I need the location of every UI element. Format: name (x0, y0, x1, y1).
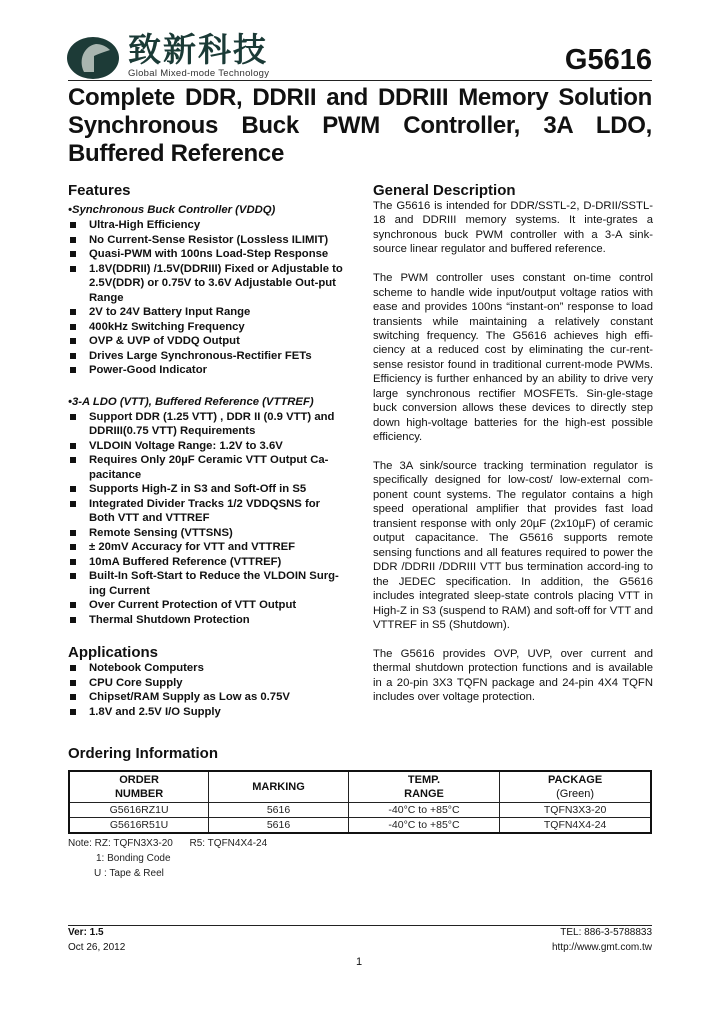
column-header-line: ORDER (119, 774, 159, 786)
list-item-text: Thermal Shutdown Protection (89, 613, 250, 626)
list-item-text: ± 20mV Accuracy for VTT and VTTREF (89, 541, 296, 553)
list-item (68, 262, 348, 306)
website-link[interactable]: http://www.gmt.com.tw (551, 942, 652, 953)
square-bullet-icon (70, 530, 76, 536)
column-header-line: MARKING (252, 781, 305, 793)
square-bullet-icon (70, 665, 76, 671)
list-item (68, 555, 348, 570)
list-item (68, 526, 348, 541)
list-item (68, 218, 348, 233)
page-number: 1 (356, 956, 363, 968)
list-item-text: Chipset/RAM Supply as Low as 0.75V (89, 691, 290, 703)
square-bullet-icon (70, 222, 76, 228)
list-item-text: Support DDR (1.25 VTT) , DDR II (0.9 VTT) and DDRIII(0.75 VTT) Requirements (89, 410, 335, 437)
table-cell: -40°C to +85°C (348, 803, 499, 818)
list-item (68, 661, 348, 676)
feature-list (68, 218, 348, 378)
table-cell: 5616 (209, 818, 349, 834)
list-item-text: 1.8V and 2.5V I/O Supply (89, 705, 221, 718)
date: Oct 26, 2012 (68, 942, 126, 953)
square-bullet-icon (70, 617, 76, 623)
list-item (68, 690, 348, 705)
column-header-line: RANGE (404, 788, 444, 800)
note-line: U : Tape & Reel (94, 868, 164, 879)
description-paragraph: The G5616 is intended for DDR/SSTL-2, D-DRII/SSTL-18 and DDRIII memory systems. It inte-grates a synchronous buck PWM controller with a 3-A sink-source linear regulator and buffered reference. (373, 200, 653, 256)
title-line: Complete DDR, DDRII and DDRIII Memory Solution (68, 84, 652, 111)
square-bullet-icon (70, 443, 76, 449)
square-bullet-icon (70, 486, 76, 492)
list-item (68, 349, 348, 364)
description-heading: General Description (373, 182, 516, 199)
column-header-line: NUMBER (114, 788, 164, 800)
list-item-text: Integrated Divider Tracks 1/2 VDDQSNS for Both VTT and VTTREF (89, 497, 321, 524)
list-item-text: 400kHz Switching Frequency (89, 320, 245, 333)
square-bullet-icon (70, 602, 76, 608)
list-item (68, 705, 348, 720)
square-bullet-icon (70, 353, 76, 359)
list-item-text: VLDOIN Voltage Range: 1.2V to 3.6V (89, 439, 283, 452)
square-bullet-icon (70, 266, 76, 272)
square-bullet-icon (70, 338, 76, 344)
list-item (68, 540, 348, 555)
column-header (69, 771, 209, 803)
square-bullet-icon (70, 559, 76, 565)
list-item (68, 453, 348, 482)
table-cell: G5616R51U (69, 818, 209, 834)
title-line: Buffered Reference (68, 140, 285, 167)
square-bullet-icon (70, 709, 76, 715)
applications-heading: Applications (68, 644, 159, 661)
list-item (68, 305, 348, 320)
list-item (68, 497, 348, 526)
list-item-text: Drives Large Synchronous-Rectifier FETs (89, 349, 312, 362)
square-bullet-icon (70, 680, 76, 686)
list-item (68, 676, 348, 691)
table-cell: TQFN4X4-24 (500, 818, 651, 834)
part-number: G5616 (564, 44, 652, 76)
feature-group-title: •3-A LDO (VTT), Buffered Reference (VTTREF) (68, 395, 314, 408)
list-item-text: Power-Good Indicator (89, 364, 207, 376)
table-cell: TQFN3X3-20 (500, 803, 651, 818)
square-bullet-icon (70, 324, 76, 330)
table-header-row (69, 771, 651, 803)
list-item (68, 320, 348, 335)
version: Ver: 1.5 (68, 927, 104, 938)
table-cell: -40°C to +85°C (348, 818, 499, 834)
note-line: 1: Bonding Code (96, 853, 171, 864)
list-item-text: Built-In Soft-Start to Reduce the VLDOIN Surg-ing Current (89, 570, 339, 597)
list-item-text: Quasi-PWM with 100ns Load-Step Response (89, 248, 329, 260)
square-bullet-icon (70, 457, 76, 463)
square-bullet-icon (70, 544, 76, 550)
telephone: TEL: 886-3-5788833 (560, 927, 652, 938)
ordering-table (68, 770, 652, 834)
description-paragraph: The G5616 provides OVP, UVP, over current and thermal shutdown protection functions and is available in a 20-pin 3X3 TQFN package and 24-pin 4X4 TQFN includes over voltage protection. (373, 647, 653, 704)
list-item-text: Requires Only 20µF Ceramic VTT Output Ca-pacitance (89, 454, 329, 481)
general-description-section (373, 182, 653, 719)
list-item (68, 334, 348, 349)
list-item-text: Over Current Protection of VTT Output (89, 599, 297, 611)
list-item-text: OVP & UVP of VDDQ Output (89, 335, 240, 347)
features-heading: Features (68, 182, 131, 199)
list-item-text: 1.8V(DDRII) /1.5V(DDRIII) Fixed or Adjustable to 2.5V(DDR) or 0.75V to 3.6V Adjustable Out-put Range (89, 262, 343, 304)
description-paragraph: The PWM controller uses constant on-time control scheme to handle wide input/output voltage ratios with ease and provides 100ns “instant-on” response to load transients while maintaining a relatively constant switching frequency. The G5616 achieves high effi-ciency at a reduced cost by eliminating the cur-rent-sense resistor found in traditional current-mode PWMs. Efficiency is further enhanced by an ability to drive very large synchronous rectifier MOSFETs. Sin-gle-stage buck conversion allows these devices to directly step down high-voltage batteries for the high-est possible efficiency. (373, 272, 653, 444)
table-row (69, 803, 651, 818)
feature-group-title: •Synchronous Buck Controller (VDDQ) (68, 204, 276, 216)
table-row (69, 818, 651, 834)
company-logo (66, 26, 326, 82)
list-item (68, 569, 348, 598)
features-section (68, 182, 348, 719)
square-bullet-icon (70, 367, 76, 373)
column-header (348, 771, 499, 803)
logo-english-name: Global Mixed-mode Technology (128, 68, 270, 79)
applications-list (68, 661, 348, 719)
ordering-notes (68, 836, 267, 881)
ordering-heading: Ordering Information (68, 745, 218, 762)
list-item-text: No Current-Sense Resistor (Lossless ILIMIT) (89, 233, 329, 246)
square-bullet-icon (70, 414, 76, 420)
table-cell: 5616 (209, 803, 349, 818)
list-item (68, 247, 348, 262)
document-title (68, 84, 658, 168)
description-paragraph: The 3A sink/source tracking termination regulator is specifically designed for low-cost/ low-external com-ponent count systems. The regulator contains a high speed operational amplifier that provides fast load transient response with only 20µF (2x10µF) of ceramic output capacitance. The G5616 supports remote sensing functions and all features required to power the DDR /DDRII /DDRIII VTT bus termination accord-ing to the JEDEC specification. In addition, the G5616 includes integrated sleep-state controls placing VTT in High-Z in S3 (suspend to RAM) and soft-off for VTT and VTTREF in S5 (Shutdown). (373, 460, 653, 632)
list-item-text: 10mA Buffered Reference (VTTREF) (89, 555, 282, 568)
column-header-line: PACKAGE (547, 774, 603, 786)
title-line: Synchronous Buck PWM Controller, 3A LDO, (68, 112, 652, 139)
square-bullet-icon (70, 501, 76, 507)
list-item (68, 482, 348, 497)
table-cell: G5616RZ1U (69, 803, 209, 818)
list-item-text: CPU Core Supply (89, 676, 183, 689)
square-bullet-icon (70, 251, 76, 257)
column-header (500, 771, 651, 803)
list-item-text: 2V to 24V Battery Input Range (89, 306, 251, 318)
logo-chinese-name: 致新科技 (128, 30, 268, 69)
feature-list (68, 410, 348, 628)
list-item-text: Remote Sensing (VTTSNS) (89, 526, 233, 539)
square-bullet-icon (70, 694, 76, 700)
column-header (209, 771, 349, 803)
list-item (68, 613, 348, 628)
list-item-text: Ultra-High Efficiency (89, 219, 201, 231)
list-item (68, 439, 348, 454)
square-bullet-icon (70, 573, 76, 579)
note-line: Note: RZ: TQFN3X3-20 R5: TQFN4X4-24 (68, 838, 268, 849)
column-header-line: (Green) (556, 788, 595, 800)
list-item (68, 363, 348, 378)
column-header-line: TEMP. (407, 774, 441, 786)
list-item-text: Notebook Computers (89, 662, 204, 674)
list-item (68, 410, 348, 439)
list-item-text: Supports High-Z in S3 and Soft-Off in S5 (89, 483, 307, 495)
gmt-logo-icon (66, 34, 122, 80)
square-bullet-icon (70, 309, 76, 315)
list-item (68, 598, 348, 613)
header-divider (68, 80, 652, 81)
list-item (68, 233, 348, 248)
square-bullet-icon (70, 237, 76, 243)
